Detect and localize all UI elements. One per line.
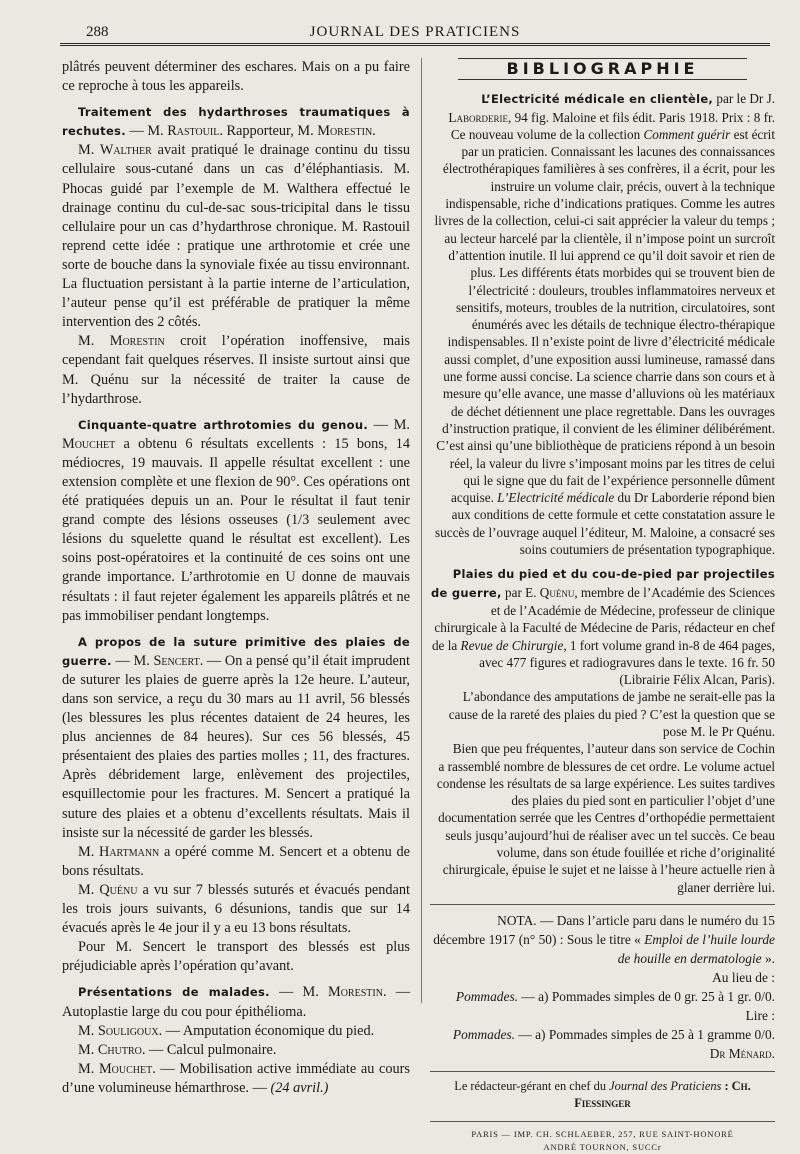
paragraph: Ce nouveau volume de la collection Comment guérir est écrit par un praticien. Connaissant les lacunes des connaissances électrothérapiques familières à ses confrères, il a écrit, pour les instruire un volume clair, précis, ouvert à la technique indispensable, riche d’indications pratiques. Comme les autres livres de la collection, celui-ci sait apprécier la valeur du temps ; au lecteur harcelé par la clientèle, il n’impose point un surcroît d’attention inutile. Il lui apprend ce qu’il doit savoir et rien de plus. Les différents états morbides qui se trouvent bien de l’électricité : douleurs, troubles inflammatoires nerveux et sensitifs, moteurs, troubles de la nutrition, circulatoires, sont énumérés avec les détails de technique électro-thérapique indispensables. Il n’existe point de livre d’électricité médicale aussi complet, d’une exposition aussi lumineuse, ramassé dans une forme aussi concise. La science charrie dans son cours et à mesure qu’elle avance, une masse d’alluvions où les matériaux de déchet détiennent une place regrettable. Dans les ouvrages d’instruction pratique, il convient de les éliminer délibérément. C’est ainsi qu’une bibliothèque de praticiens répond à un besoin réel, la valeur du livre s’imposant moins par les titres de celui qui le signe que du fait de l’expérience personnelle dûment acquise. L’Electricité médicale du Dr Laborderie répond bien aux conditions de cette formule et cette constatation assure le succès de l’ouvrage auquel l’éditeur, M. Maloine, a consacré ses soins coutumiers de présentation typographique.	[434, 126, 775, 558]
paragraph: M. Hartmann a opéré comme M. Sencert et a obtenu de bons résultats.	[62, 843, 410, 879]
left-column	[62, 58, 410, 1098]
right-column	[430, 58, 775, 1154]
paragraph: Lire :	[745, 1007, 775, 1023]
paragraph: M. Souligoux. — Amputation économique du pied.	[78, 1022, 375, 1039]
paragraph: NOTA. — Dans l’article paru dans le numéro du 15 décembre 1917 (n° 50) : Sous le titre « Emploi de l’huile lourde de houille en dermatologie ».	[433, 912, 775, 966]
paragraph: M. Morestin croit l’opération inoffensive, mais cependant fait quelques réserves. Il insiste surtout ainsi que M. Quénu sur la nécessité de traiter la cause de l’hydarthrose.	[62, 333, 410, 407]
article-heading: Présentations de malades.	[78, 985, 270, 1000]
article-arthrotomies-genou: Cinquante-quatre arthrotomies du genou. — M. Mouchet a obtenu 6 résultats excellents : 15 bons, 14 médiocres, 19 mauvais. Il appelle résultat excellent : une extension complète et une flexion de 90°. Ces opérations ont été pratiquées depuis un an. Pour le résultat il faut tenir grand compte des lésions osseuses (1/3 seulement avec lésions du squelette quand le résultat est excellent). Les soins post-opératoires et la continuité de ces soins ont une grande importance. L’arthrotomie en U donne de mauvais résultats : il faut rejeter également les appareils plâtrés et ne pas immobiliser pendant longtemps.	[62, 416, 410, 624]
header-rule	[60, 43, 770, 46]
review-heading: L’Electricité médicale en clientèle,	[481, 92, 714, 107]
paragraph: M. Walther avait pratiqué le drainage continu du tissu cellulaire sous-cutané dans un cas d’éléphantiasis. M. Phocas guidé par l’exemple de M. Walthera effectué le drainage continu du cul-de-sac sous-tricipital dans le tissu cellulaire pour un cas d’hydarthrose chronique. M. Rastouil reprend cette idée : pratique une arthrotomie et crée une sorte de bouche dans la synoviale fixée au tissu environnant. La fluctuation persistant à la partie interne de l’articulation, l’auteur pense qu’il est préférable de pratiquer la même intervention des 2 côtés.	[62, 142, 410, 331]
page-number: 288	[86, 24, 109, 40]
article-suture-plaies: A propos de la suture primitive des plaies de guerre. — M. Sencert. — On a pensé qu’il était imprudent de suturer les plaies de guerre après la 12e heure. L’auteur, dans son service, a reçu du 30 mars au 11 avril, 56 blessés (les blessures les plus récentes dataient de 24 heures, les plus anciennes de 84 heures). Sur ces 56 blessés, 45 présentaient des plaies des parties molles ; 11, des fractures. Après débridement large, enlèvement des projectiles, esquillectomie pour les fractures. M. Sencert a pratiqué la suture des plaies et a obtenu d’excellents résultats. Mais il insiste sur la nécessité de garder les blessés.	[62, 634, 410, 841]
paragraph: Pommades. — a) Pommades simples de 25 à 1 gramme 0/0.	[452, 1026, 775, 1042]
column-divider	[421, 58, 422, 1003]
article-heading: Traitement des hydarthroses traumatiques à rechutes.	[62, 105, 410, 139]
imprint: ANDRÉ TOURNON, SUCCr	[543, 1141, 662, 1152]
review-plaies-pied: Plaies du pied et du cou-de-pied par projectiles de guerre, par E. Quénu, membre de l’Académie des Sciences et de l’Académie de Médecine, professeur de clinique chirurgicale à la Faculté de Médecine de Paris, rédacteur en chef de la Revue de Chirurgie, 1 fort volume grand in-8 de 464 pages, avec 477 figures et radiogravures dans le texte. 16 fr. 50 (Librairie Félix Alcan, Paris).	[430, 567, 775, 688]
page-header	[60, 20, 770, 46]
article-heading: A propos de la suture primitive des plaies de guerre.	[62, 634, 410, 668]
paragraph: Pommades. — a) Pommades simples de 0 gr. 25 à 1 gr. 0/0.	[455, 988, 775, 1004]
paragraph: Pour M. Sencert le transport des blessés est plus préjudiciable après l’opération qu’avant.	[62, 939, 410, 975]
divider	[430, 1121, 775, 1122]
nota-block	[430, 911, 775, 1063]
section-title: BIBLIOGRAPHIE	[458, 58, 747, 80]
review-electricite-medicale: L’Electricité médicale en clientèle, par le Dr J. Laborderie, 94 fig. Maloine et fils édit. Paris 1918. Prix : 8 fr.	[448, 91, 775, 125]
divider	[430, 1071, 775, 1072]
paragraph: Au lieu de :	[712, 969, 775, 985]
imprint: PARIS — IMP. CH. SCHLAEBER, 257, RUE SAINT-HONORÉ	[471, 1128, 734, 1139]
paragraph: Bien que peu fréquentes, l’auteur dans son service de Cochin a rassemblé nombre de blessures de cet ordre. Le volume actuel condense les résultats de sa large expérience. Les suites tardives des plaies du pied sont en particulier l’objet d’une documentation serrée que les Centres d’orthopédie permettaient seuls jusqu’aujourd’hui de réaliser avec un tel succès. Ce beau volume, dans son étude fouillée et riche d’originalité chirurgicale, épuise le sujet et ne laisse à l’heure actuelle rien à glaner derrière lui.	[436, 741, 775, 895]
article-traitement-hydarthroses: Traitement des hydarthroses traumatiques à rechutes. — M. Rastouil. Rapporteur, M. Morestin.	[62, 105, 410, 140]
paragraph: M. Quénu a vu sur 7 blessés suturés et évacués pendant les trois jours suivants, 6 désunions, tandis que sur 14 évacués après le 4e jour il y a eu 13 bons résultats.	[62, 881, 410, 937]
paragraph: M. Chutro. — Calcul pulmonaire.	[78, 1041, 277, 1058]
signature: Dr Ménard.	[709, 1045, 775, 1061]
paragraph: plâtrés peuvent déterminer des eschares. Mais on a pu faire ce reproche à tous les appareils.	[62, 59, 410, 95]
redacteur-line: Le rédacteur-gérant en chef du Journal des Praticiens : Ch. Fiessinger	[454, 1078, 751, 1111]
article-presentations-malades: Présentations de malades. — M. Morestin. — Autoplastie large du cou pour épithélioma.	[62, 984, 410, 1020]
paragraph: M. Mouchet. — Mobilisation active immédiate au cours d’une volumineuse hémarthrose. — (24 avril.)	[62, 1060, 410, 1096]
divider	[430, 904, 775, 905]
paragraph: L’abondance des amputations de jambe ne serait-elle pas la cause de la rareté des plaies du pied ? C’est la question que se pose M. le Pr Quénu.	[448, 689, 775, 739]
review-heading: Plaies du pied et du cou-de-pied par projectiles de guerre,	[430, 567, 775, 600]
article-heading: Cinquante-quatre arthrotomies du genou.	[78, 417, 368, 432]
journal-title: JOURNAL DES PRATICIENS	[309, 24, 521, 40]
